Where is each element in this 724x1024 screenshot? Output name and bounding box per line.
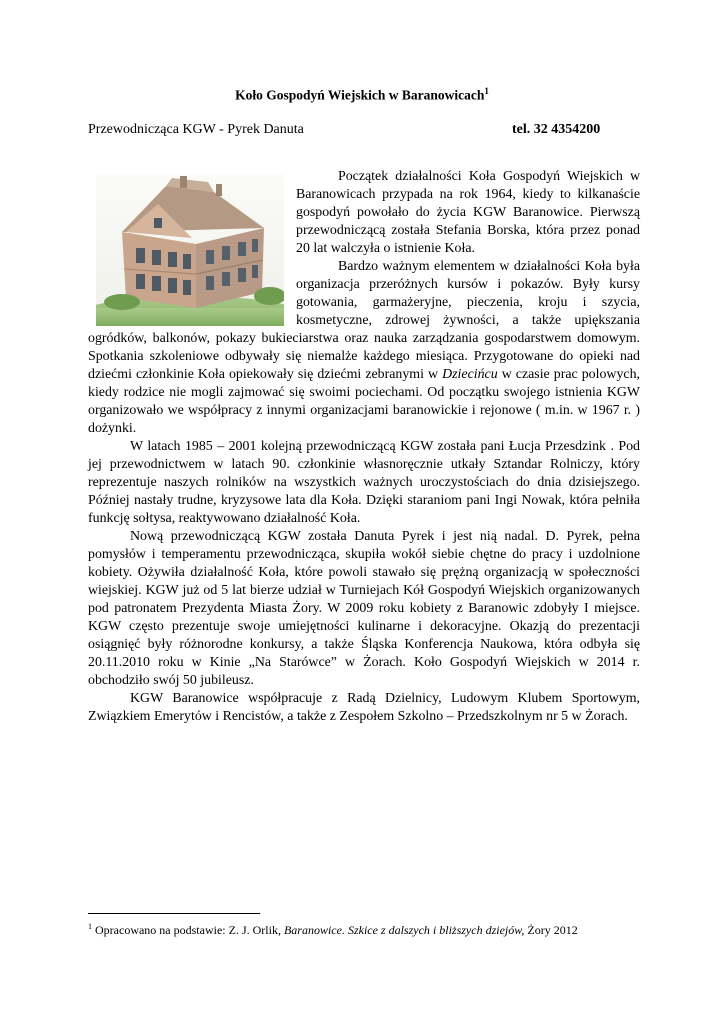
paragraph-4: Nową przewodniczącą KGW została Danuta Pyrek i jest nią nadal. D. Pyrek, pełna pomysłów i temperamentu przewodnicząca, skupiła wokół siebie chętne do pracy i uzdolnione kobiety. Ożywiła działalność Koła, które powoli stawało się prężną organizacją w społeczności wiejskiej. KGW już od 5 lat bierze udział w Turniejach Kół Gospodyń Wiejskich organizowanych pod patronatem Prezydenta Miasta Żory. W 2009 roku kobiety z Baranowic zdobyły I miejsce. KGW często prezentuje swoje umiejętności kulinarne i dekoracyjne. Okazją do prezentacji osiągnięć były różnorodne konkursy, a także Śląska Konferencja Naukowa, która odbyła się 20.11.2010 roku w Kinie „Na Starówce” w Żorach. Koło Gospodyń Wiejskich w 2014 r. obchodziło swój 50 jubileusz.: [88, 529, 640, 688]
chairwoman-line: Przewodnicząca KGW - Pyrek Danuta: [88, 122, 304, 137]
footnote-reference: 1: [484, 86, 489, 96]
body-text: [88, 168, 640, 726]
document-title: [0, 86, 724, 104]
paragraph-3: W latach 1985 – 2001 kolejną przewodniczącą KGW została pani Łucja Przesdzink . Pod jej przewodnictwem w latach 90. członkinie własnoręcznie utkały Sztandar Rolniczy, który reprezentuje naszych rolników na wszystkich ważnych uroczystościach do dnia dzisiejszego. Później nastały trudne, kryzysowe lata dla Koła. Dzięki staraniom pani Ingi Nowak, która pełniła funkcję sołtysa, reaktywowano działalność Koła.: [88, 439, 640, 526]
title-text: Koło Gospodyń Wiejskich w Baranowicach: [235, 87, 485, 103]
paragraph-5: KGW Baranowice współpracuje z Radą Dzielnicy, Ludowym Klubem Sportowym, Związkiem Emerytów i Rencistów, a także z Zespołem Szkolno – Przedszkolnym nr 5 w Żorach.: [88, 691, 640, 724]
footnote: $^1$ Opracowano na podstawie: Z. J. Orlik, Baranowice. Szkice z dalszych i bliższych dziejów, Żory 2012: [88, 922, 578, 937]
footnote-mark: 1: [88, 922, 92, 931]
phone-number: tel. 32 4354200: [512, 122, 601, 137]
italic-term: Dziecińcu: [442, 367, 498, 382]
footnote-separator: [88, 913, 260, 914]
paragraph-1: Początek działalności Koła Gospodyń Wiejskich w Baranowicach przypada na rok 1964, kiedy to kilkanaście gospodyń powołało do życia KGW Baranowice. Pierwszą przewodniczącą została Stefania Borska, która przez ponad 20 lat walczyła o istnienie Koła.: [296, 169, 640, 256]
source-title: Baranowice. Szkice z dalszych i bliższych dziejów,: [283, 923, 525, 937]
paragraph-2: Bardzo ważnym elementem w działalności Koła była organizacja przeróżnych kursów i pokazów. Były kursy gotowania, garmażeryjne, pieczenia, kroju i szycia, kosmetyczne, zdrowej żywności, a także upiększania ogródków, balkonów, pokazy bukieciarstwa oraz nauka zarządzania gospodarstwem domowym. Spotkania szkoleniowe odbywały się niemalże każdego miesiąca. Przygotowane do opieki nad dziećmi członkinie Koła opiekowały się dziećmi zebranymi w Dziecińcu w czasie prac polowych, kiedy rodzice nie mogli zajmować się swoimi pociechami. Od początku swojego istnienia KGW organizowało we współpracy z innymi organizacjami baranowickie i rejonowe ( m.in. w 1967 r. ) dożynki.: [88, 259, 640, 436]
manor-house-illustration: [96, 174, 284, 326]
